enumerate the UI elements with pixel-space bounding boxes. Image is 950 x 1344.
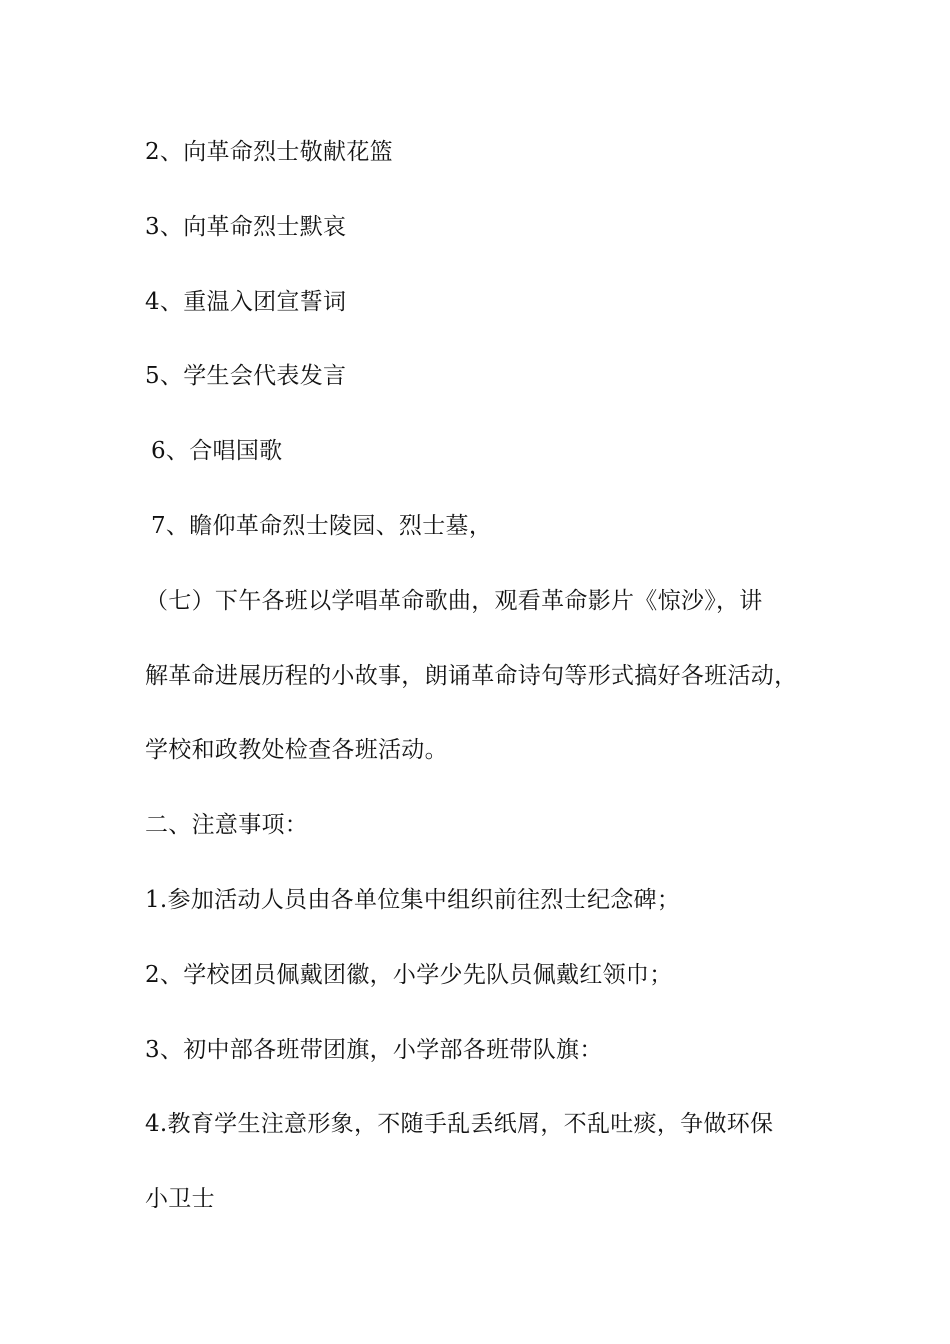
section-heading-precautions: 二、注意事项： bbox=[145, 812, 309, 839]
list-item-precaution-4-line1: 4.教育学生注意形象，不随手乱丢纸屑，不乱吐痰，争做环保 bbox=[145, 1111, 774, 1138]
list-item-student-speech: 5、学生会代表发言 bbox=[145, 363, 347, 390]
paragraph-afternoon-activities-line2: 解革命进展历程的小故事，朗诵革命诗句等形式搞好各班活动， bbox=[145, 662, 798, 689]
list-item-national-anthem: 6、合唱国歌 bbox=[151, 438, 283, 465]
list-item-visit-cemetery: 7、瞻仰革命烈士陵园、烈士墓， bbox=[151, 512, 493, 539]
list-item-silent-tribute: 3、向革命烈士默哀 bbox=[145, 213, 347, 240]
list-item-offer-flower-basket: 2、向革命烈士敬献花篮 bbox=[145, 139, 393, 165]
document-body bbox=[145, 134, 845, 1256]
paragraph-afternoon-activities-line3: 学校和政教处检查各班活动。 bbox=[145, 737, 448, 764]
list-item-precaution-2: 2、学校团员佩戴团徽，小学少先队员佩戴红领巾； bbox=[145, 961, 673, 988]
list-item-league-oath: 4、重温入团宣誓词 bbox=[145, 288, 347, 315]
list-item-precaution-4-line2: 小卫士 bbox=[145, 1186, 215, 1213]
paragraph-afternoon-activities-line1: （七）下午各班以学唱革命歌曲，观看革命影片《惊沙》，讲 bbox=[145, 587, 763, 614]
list-item-precaution-3: 3、初中部各班带团旗，小学部各班带队旗： bbox=[145, 1036, 603, 1063]
list-item-precaution-1: 1.参加活动人员由各单位集中组织前往烈士纪念碑； bbox=[145, 886, 681, 913]
